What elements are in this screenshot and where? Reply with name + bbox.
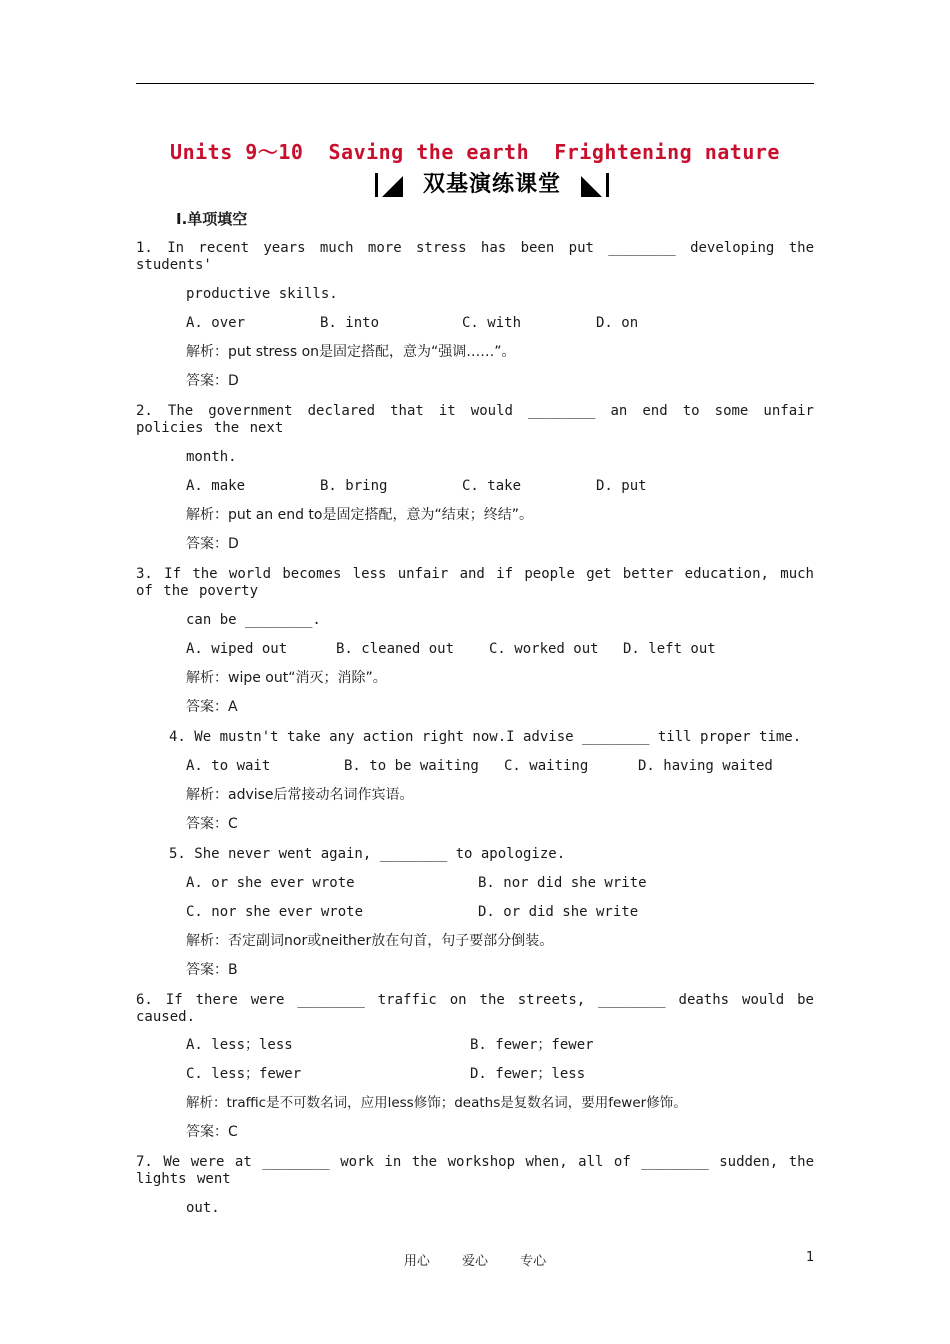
- question-2-stem: 2. The government declared that it would ________ an end to some unfair policies the next: [136, 403, 814, 436]
- question-2-stem-line2: month.: [186, 449, 237, 465]
- question-5-option-d: D. or did she write: [478, 904, 639, 920]
- question-2-option-c: C. take: [462, 478, 522, 494]
- question-3-option-d: D. left out: [623, 641, 716, 657]
- question-1-option-d: D. on: [596, 315, 639, 331]
- question-7-stem: 7. We were at ________ work in the workshop when, all of ________ sudden, the lights went: [136, 1154, 814, 1187]
- section-heading: Ⅰ.单项填空: [176, 210, 248, 228]
- question-3-analysis: 解析：wipe out“消灭；消除”。: [186, 670, 387, 686]
- banner-label: 双基演练课堂: [422, 172, 561, 197]
- question-3-option-c: C. worked out: [489, 641, 599, 657]
- section-banner: [373, 170, 611, 200]
- question-5-analysis: 解析：否定副词nor或neither放在句首，句子要部分倒装。: [186, 933, 554, 949]
- question-1-answer: 答案：D: [186, 373, 239, 389]
- question-1-stem-line2: productive skills.: [186, 286, 338, 302]
- question-5-option-c: C. nor she ever wrote: [186, 904, 364, 920]
- question-4-analysis: 解析：advise后常接动名词作宾语。: [186, 787, 414, 803]
- question-2-option-a: A. make: [186, 478, 246, 494]
- question-6-analysis: 解析：traffic是不可数名词，应用less修饰；deaths是复数名词，要用fewer修饰。: [186, 1095, 687, 1111]
- question-2-option-b: B. bring: [320, 478, 388, 494]
- question-1-option-a: A. over: [186, 315, 246, 331]
- page-title: Units 9～10 Saving the earth Frightening nature: [170, 140, 780, 164]
- question-5-answer: 答案：B: [186, 962, 238, 978]
- question-6-option-a: A. less；less: [186, 1037, 293, 1053]
- header-rule: [136, 83, 814, 84]
- question-3-stem: 3. If the world becomes less unfair and if people get better education, much of the poverty: [136, 566, 814, 599]
- question-5-stem: 5. She never went again, ________ to apologize.: [169, 846, 566, 862]
- footer-item: 用心: [403, 1254, 430, 1269]
- question-3-answer: 答案：A: [186, 699, 238, 715]
- question-1-analysis: 解析：put stress on是固定搭配，意为“强调……”。: [186, 344, 516, 360]
- question-6-option-d: D. fewer；less: [470, 1066, 586, 1082]
- question-3-stem-line2: can be ________.: [186, 612, 321, 628]
- page-number: 1: [806, 1250, 815, 1265]
- question-4-option-d: D. having waited: [638, 758, 773, 774]
- question-6-option-b: B. fewer；fewer: [470, 1037, 594, 1053]
- question-4-option-b: B. to be waiting: [344, 758, 479, 774]
- question-6-answer: 答案：C: [186, 1124, 238, 1140]
- question-6-stem: 6. If there were ________ traffic on the streets, ________ deaths would be caused.: [136, 992, 814, 1025]
- question-1-stem: 1. In recent years much more stress has been put ________ developing the students': [136, 240, 814, 273]
- question-3-option-a: A. wiped out: [186, 641, 288, 657]
- question-1-option-c: C. with: [462, 315, 522, 331]
- question-4-answer: 答案：C: [186, 816, 238, 832]
- footer-item: 爱心: [461, 1254, 488, 1269]
- footer-item: 专心: [520, 1254, 547, 1269]
- question-7-stem-line2: out.: [186, 1200, 220, 1216]
- question-5-option-b: B. nor did she write: [478, 875, 647, 891]
- question-5-option-a: A. or she ever wrote: [186, 875, 355, 891]
- question-1-option-b: B. into: [320, 315, 380, 331]
- question-4-option-a: A. to wait: [186, 758, 271, 774]
- question-2-answer: 答案：D: [186, 536, 239, 552]
- question-2-analysis: 解析：put an end to是固定搭配，意为“结束；终结”。: [186, 507, 533, 523]
- question-3-option-b: B. cleaned out: [336, 641, 455, 657]
- question-2-option-d: D. put: [596, 478, 647, 494]
- question-4-option-c: C. waiting: [504, 758, 589, 774]
- question-6-option-c: C. less；fewer: [186, 1066, 302, 1082]
- question-4-stem: 4. We mustn't take any action right now.I advise ________ till proper time.: [169, 729, 802, 745]
